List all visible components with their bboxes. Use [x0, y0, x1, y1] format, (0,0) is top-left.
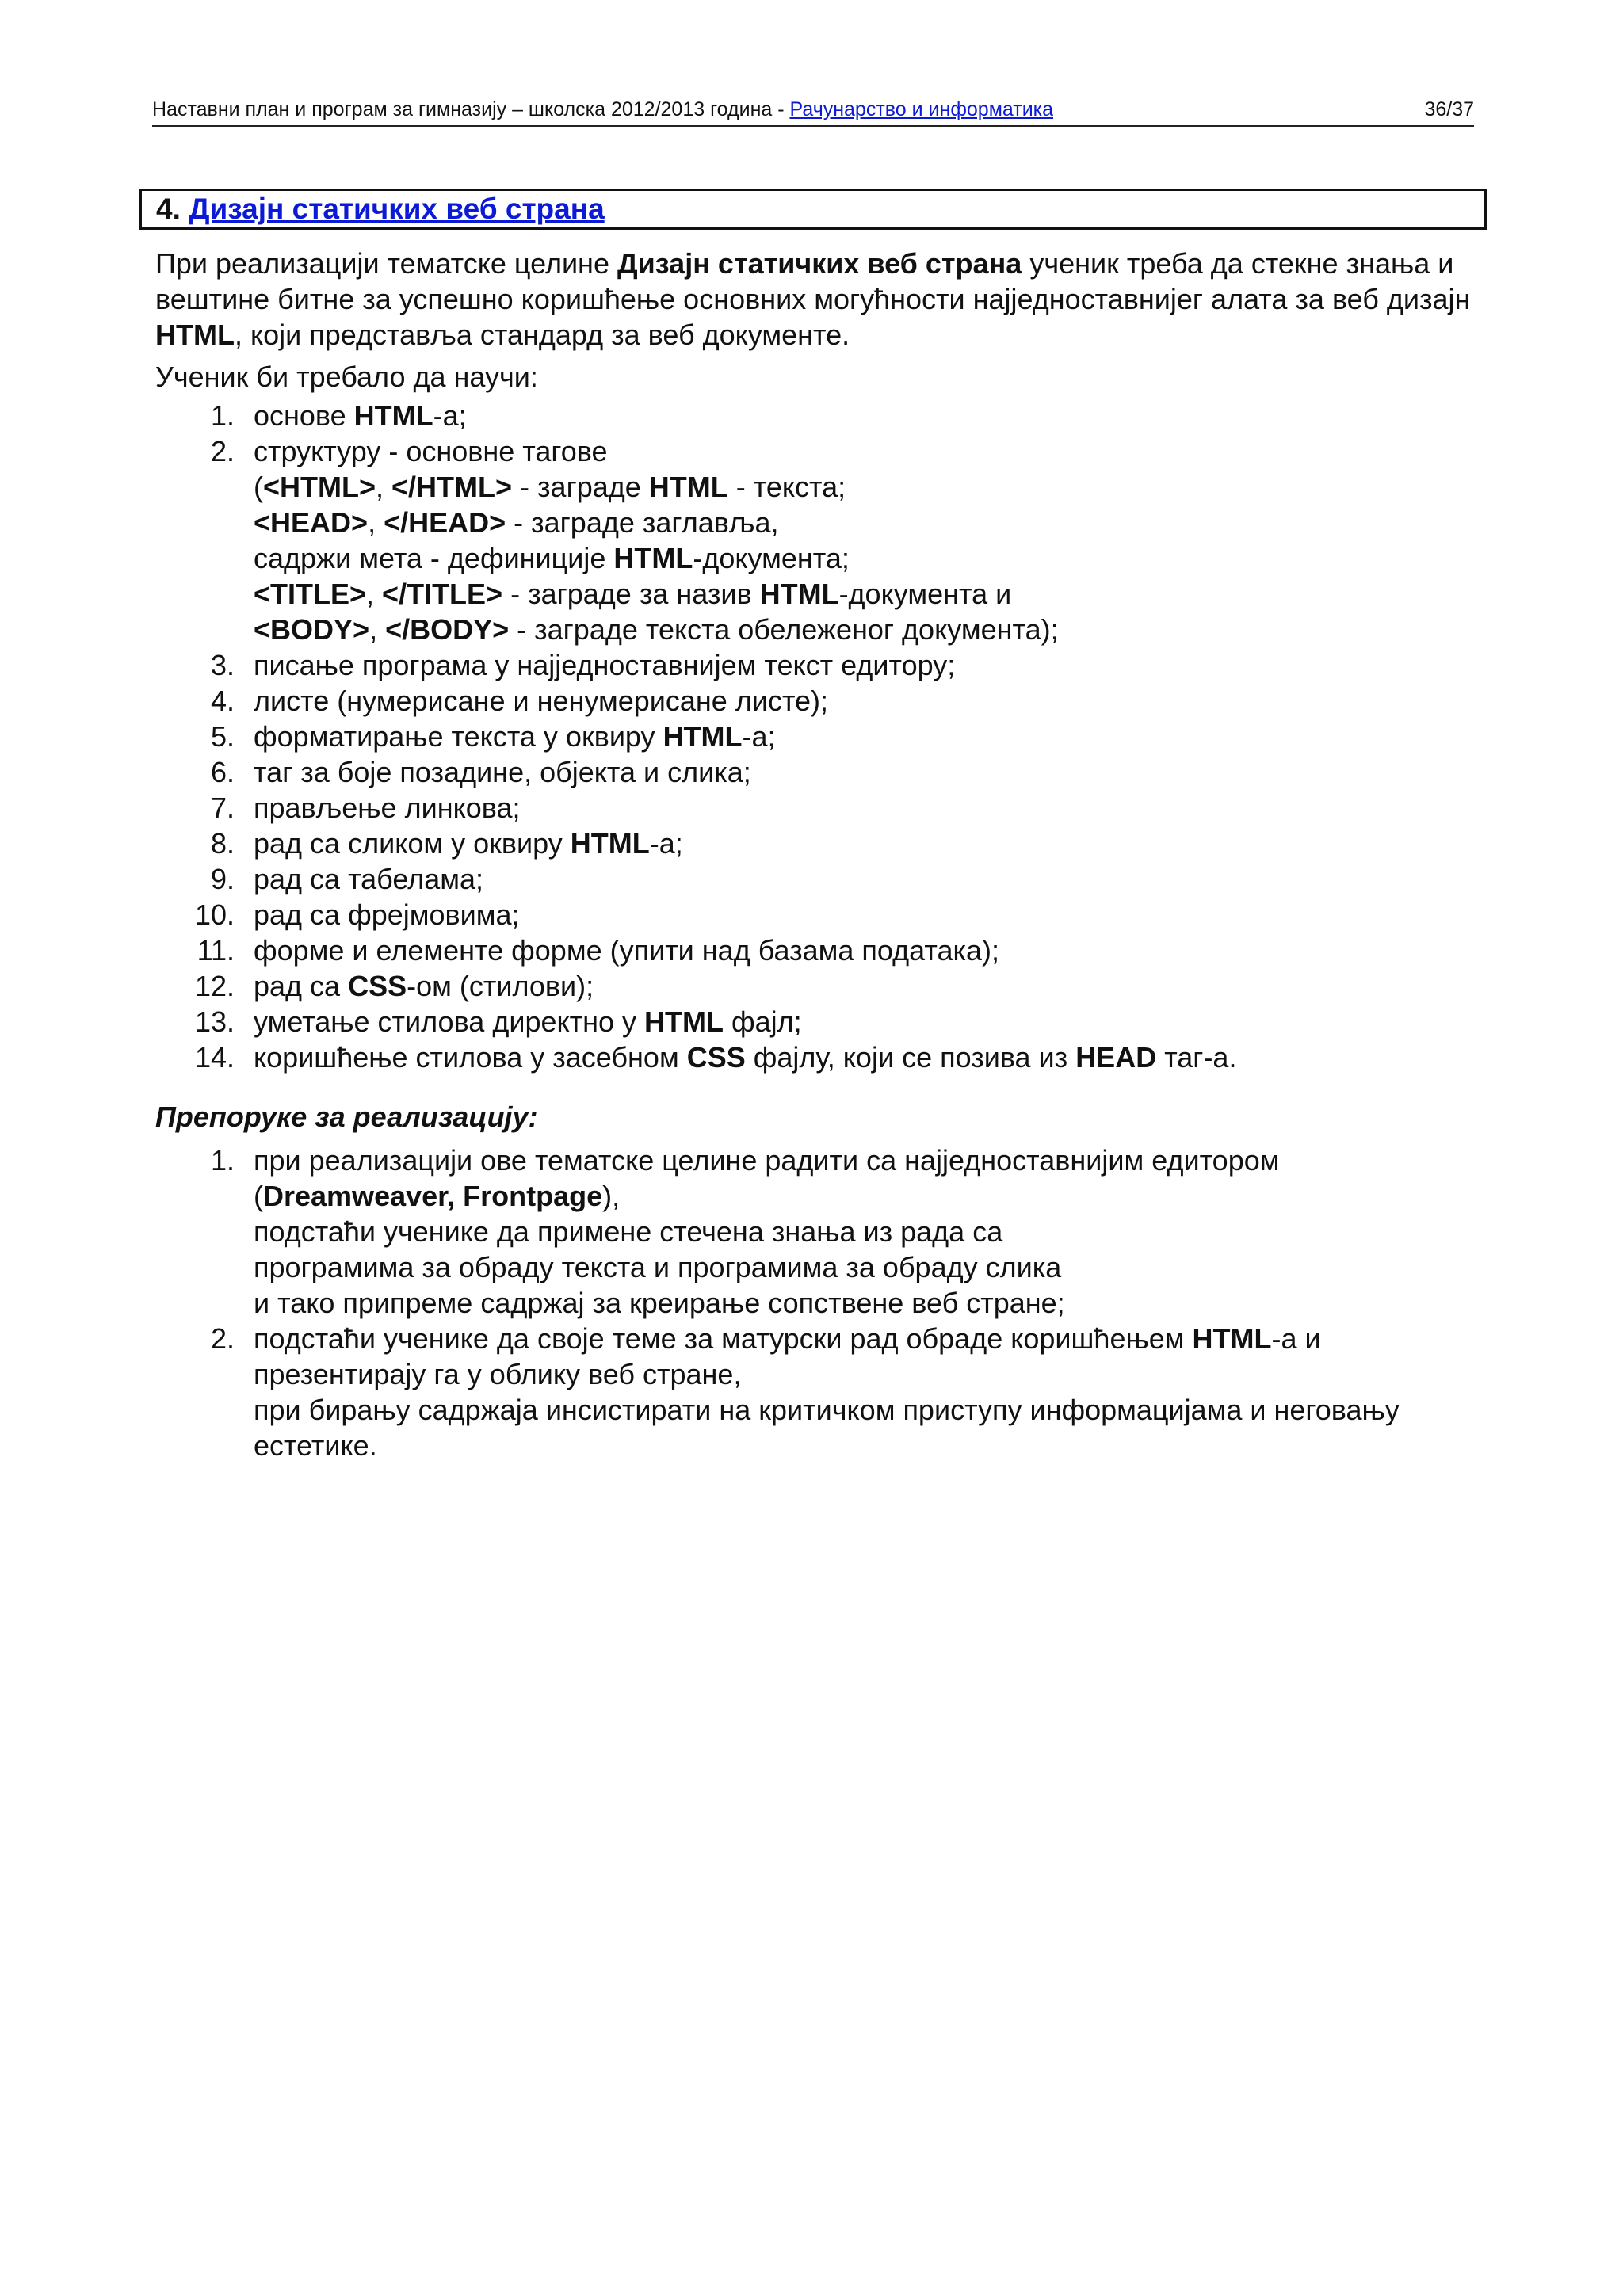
list-item	[155, 968, 1487, 1004]
item-bold: </HEAD>	[384, 506, 506, 539]
item-number: 4.	[210, 685, 235, 717]
list-item	[155, 790, 1487, 826]
item-text: структуру - основне тагове	[254, 435, 608, 467]
page-number: 36/37	[1424, 98, 1474, 120]
item-text: подстаћи ученике да своје теме за матурски рад обраде коришћењем	[254, 1322, 1193, 1355]
recommendations-list	[155, 1142, 1487, 1463]
item-text: ,	[368, 506, 384, 539]
item-text: форматирање текста у оквиру	[254, 720, 663, 753]
list-item	[155, 1321, 1487, 1463]
intro-text-3: , који представља стандард за веб документе.	[234, 318, 850, 351]
list-item	[155, 647, 1487, 683]
item-text: форме и елементе форме (упити над базама података);	[254, 934, 1000, 967]
list-item	[155, 398, 1487, 433]
section-title-box	[139, 189, 1487, 230]
item-bold: HTML	[613, 542, 693, 574]
item-line	[254, 1392, 1487, 1428]
item-bold: <TITLE>	[254, 578, 367, 610]
item-bold: HTML	[353, 399, 433, 432]
item-number: 7.	[210, 791, 235, 824]
item-line	[254, 1249, 1487, 1285]
item-text: -документа и	[838, 578, 1012, 610]
item-bold: </TITLE>	[382, 578, 503, 610]
item-text: (	[254, 1180, 263, 1212]
list-item	[155, 754, 1487, 790]
item-bold: <BODY>	[254, 613, 370, 646]
item-bold: HTML	[644, 1005, 724, 1038]
item-text: ),	[602, 1180, 621, 1212]
list-item	[155, 683, 1487, 719]
item-number: 8.	[210, 827, 235, 860]
item-bold: HTML	[570, 827, 650, 860]
item-text: презентирају га у облику веб стране,	[254, 1358, 742, 1390]
list-item	[155, 719, 1487, 754]
item-text: програмима за обраду текста и програмима за обраду слика	[254, 1251, 1062, 1283]
item-text: писање програма у најједноставнијем текст едитору;	[254, 649, 956, 681]
item-number: 12.	[194, 970, 235, 1002]
item-bold: </BODY>	[385, 613, 510, 646]
learning-list	[155, 398, 1487, 1075]
item-text: и тако припреме садржај за креирање сопствене веб стране;	[254, 1287, 1065, 1319]
item-text: уметање стилова директно у	[254, 1005, 645, 1038]
item-text: фајл;	[724, 1005, 802, 1038]
item-number: 9.	[210, 863, 235, 895]
item-text: рад са сликом у оквиру	[254, 827, 571, 860]
item-number: 5.	[210, 720, 235, 753]
item-number: 1.	[210, 1144, 235, 1177]
intro-text-1: При реализацији тематске целине	[155, 247, 617, 280]
item-number: 2.	[210, 1322, 235, 1355]
item-text: ,	[376, 471, 392, 503]
item-text: ,	[369, 613, 386, 646]
item-text: - заграде текста обележеног документа);	[509, 613, 1059, 646]
item-text: -а;	[433, 399, 467, 432]
item-line	[254, 576, 1487, 612]
item-text: рад са	[254, 970, 349, 1002]
item-text: - текста;	[727, 471, 846, 503]
item-number: 2.	[210, 435, 235, 467]
item-text: -а и	[1271, 1322, 1321, 1355]
item-number: 10.	[194, 898, 235, 931]
item-line	[254, 540, 1487, 576]
item-text: листе (нумерисане и ненумерисане листе);	[254, 685, 829, 717]
item-bold: HTML	[663, 720, 743, 753]
item-number: 14.	[194, 1041, 235, 1074]
item-text: прављење линкова;	[254, 791, 521, 824]
item-bold: <HEAD>	[254, 506, 369, 539]
item-text: при реализацији ове тематске целине радити са најједноставнијим едитором	[254, 1144, 1280, 1177]
item-line	[254, 1321, 1487, 1356]
item-text: -а;	[649, 827, 683, 860]
item-text: фајлу, који се позива из	[745, 1041, 1076, 1074]
item-number: 13.	[194, 1005, 235, 1038]
item-text: -ом (стилови);	[407, 970, 594, 1002]
item-bold: HEAD	[1075, 1041, 1157, 1074]
list-item	[155, 1142, 1487, 1321]
item-text: -документа;	[693, 542, 850, 574]
item-number: 1.	[210, 399, 235, 432]
item-line	[254, 1428, 1487, 1463]
item-bold: CSS	[686, 1041, 746, 1074]
recommendations-heading: Препоруке за реализацију:	[155, 1100, 538, 1133]
item-text: подстаћи ученике да примене стечена знања из рада са	[254, 1215, 1003, 1248]
list-item	[155, 433, 1487, 647]
main-content	[155, 246, 1487, 1463]
list-item	[155, 933, 1487, 968]
section-title-link[interactable]: Дизајн статичких веб страна	[189, 193, 605, 225]
item-text: рад са табелама;	[254, 863, 484, 895]
item-line	[254, 1285, 1487, 1321]
item-text: рад са фрејмовима;	[254, 898, 520, 931]
learn-heading: Ученик би требало да научи:	[155, 360, 538, 393]
item-line	[254, 469, 1487, 505]
item-text: -а;	[742, 720, 776, 753]
list-item	[155, 897, 1487, 933]
item-text: - заграде за назив	[502, 578, 760, 610]
item-bold: </HTML>	[391, 471, 513, 503]
item-line	[254, 1142, 1487, 1178]
item-number: 6.	[210, 756, 235, 788]
item-number: 3.	[210, 649, 235, 681]
item-line	[254, 505, 1487, 540]
header-subject-link[interactable]: Рачунарство и информатика	[789, 98, 1054, 120]
header-text: Наставни план и програм за гимназију – школска 2012/2013 година -	[152, 98, 790, 120]
item-text: - заграде заглавља,	[506, 506, 779, 539]
item-text: основе	[254, 399, 354, 432]
item-line	[254, 1214, 1487, 1249]
list-item	[155, 1039, 1487, 1075]
intro-bold-topic: Дизајн статичких веб страна	[617, 247, 1022, 280]
list-item	[155, 1004, 1487, 1039]
item-bold: Dreamweaver, Frontpage	[263, 1180, 603, 1212]
item-bold: HTML	[1192, 1322, 1272, 1355]
list-item	[155, 826, 1487, 861]
item-text: коришћење стилова у засебном	[254, 1041, 687, 1074]
item-text: таг-а.	[1156, 1041, 1237, 1074]
section-number: 4.	[156, 193, 189, 225]
item-line	[254, 433, 1487, 469]
item-text: (	[254, 471, 263, 503]
item-text: таг за боје позадине, објекта и слика;	[254, 756, 751, 788]
item-text: - заграде	[512, 471, 649, 503]
intro-bold-html: HTML	[155, 318, 235, 351]
item-line	[254, 1356, 1487, 1392]
list-item	[155, 861, 1487, 897]
item-text: естетике.	[254, 1429, 377, 1462]
page-header	[152, 93, 1474, 127]
item-text: садржи мета - дефиниције	[254, 542, 614, 574]
item-line	[254, 1178, 1487, 1214]
item-line	[254, 612, 1487, 647]
intro-text-2: ученик треба да стекне знања и вештине битне за успешно коришћење основних могућности најједноставнијег алата за веб дизајн	[155, 247, 1471, 315]
intro-paragraph	[155, 246, 1487, 353]
item-bold: CSS	[348, 970, 407, 1002]
item-text: при бирању садржаја инсистирати на критичком приступу информацијама и неговању	[254, 1394, 1400, 1426]
item-bold: HTML	[759, 578, 839, 610]
item-bold: <HTML>	[263, 471, 376, 503]
item-text: ,	[366, 578, 383, 610]
item-bold: HTML	[648, 471, 728, 503]
item-number: 11.	[197, 934, 235, 967]
